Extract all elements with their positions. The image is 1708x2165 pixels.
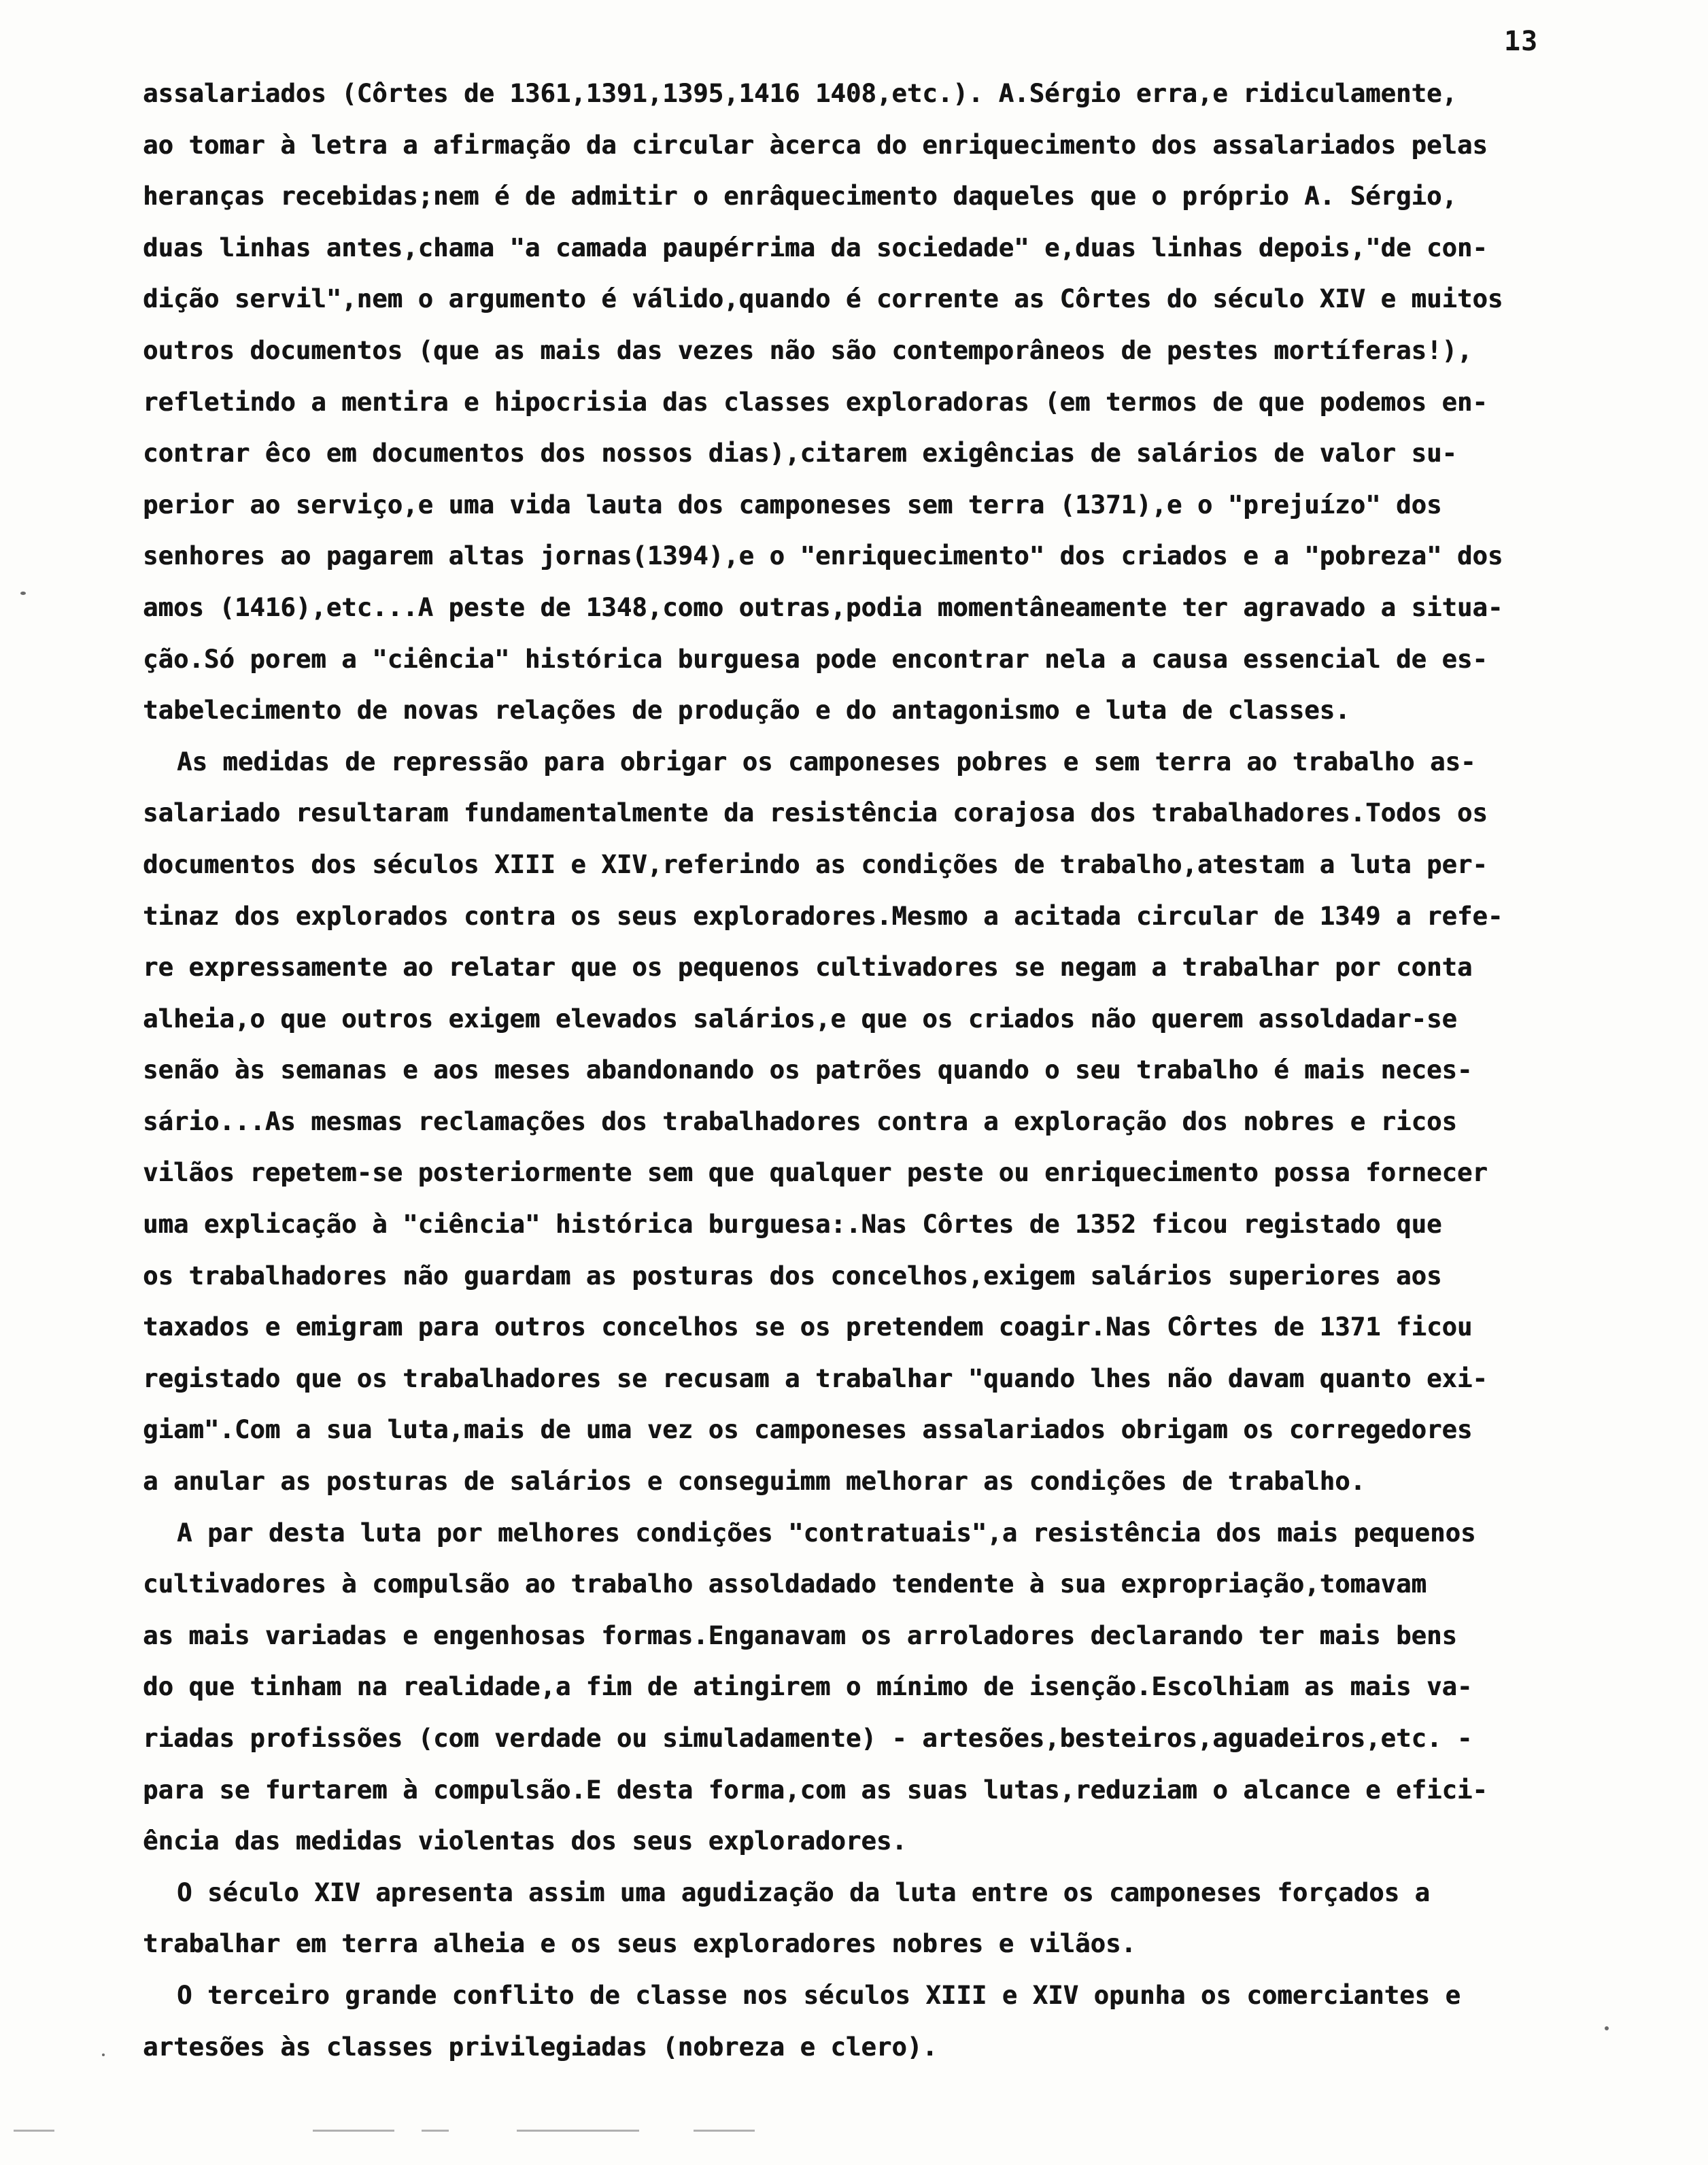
text-line: uma explicação à "ciência" histórica burguesa:.Nas Côrtes de 1352 ficou registado que [143,1210,1442,1240]
text-line: refletindo a mentira e hipocrisia das classes exploradoras (em termos de que podemos en- [143,387,1488,417]
text-line: duas linhas antes,chama "a camada paupérrima da sociedade" e,duas linhas depois,"de con- [143,233,1488,262]
text-line: para se furtarem à compulsão.E desta forma,com as suas lutas,reduziam o alcance e efici- [143,1775,1488,1805]
scan-speck [1605,2026,1609,2030]
paragraph-start-line: O século XIV apresenta assim uma agudização da luta entre os camponeses forçados a [177,1877,1431,1907]
text-line: senão às semanas e aos meses abandonando os patrões quando o seu trabalho é mais neces- [143,1055,1473,1085]
text-line: riadas profissões (com verdade ou simuladamente) - artesões,besteiros,aguadeiros,etc. - [143,1724,1473,1753]
paragraph-start-line: A par desta luta por melhores condições "contratuais",a resistência dos mais pequenos [177,1518,1476,1548]
text-line: do que tinham na realidade,a fim de atingirem o mínimo de isenção.Escolhiam as mais va- [143,1672,1473,1702]
scan-bottom-edge [0,2121,1708,2142]
text-line: tabelecimento de novas relações de produção e do antagonismo e luta de classes. [143,696,1350,726]
text-line: heranças recebidas;nem é de admitir o enrâquecimento daqueles que o próprio A. Sérgio, [143,182,1457,211]
text-line: ao tomar à letra a afirmação da circular àcerca do enriquecimento dos assalariados pelas [143,130,1488,160]
text-line: assalariados (Côrtes de 1361,1391,1395,1416 1408,etc.). A.Sérgio erra,e ridiculamente, [143,79,1457,108]
text-line: os trabalhadores não guardam as posturas dos concelhos,exigem salários superiores aos [143,1261,1442,1291]
text-line: artesões às classes privilegiadas (nobreza e clero). [143,2032,938,2062]
text-line: amos (1416),etc...A peste de 1348,como outras,podia momentâneamente ter agravado a situa- [143,592,1503,622]
paragraph-start-line: As medidas de repressão para obrigar os camponeses pobres e sem terra ao trabalho as- [177,747,1476,777]
text-line: re expressamente ao relatar que os pequenos cultivadores se negam a trabalhar por conta [143,953,1473,983]
document-body [143,68,1639,2073]
text-line: outros documentos (que as mais das vezes não são contemporâneos de pestes mortíferas!), [143,335,1473,365]
text-line: taxados e emigram para outros concelhos se os pretendem coagir.Nas Côrtes de 1371 ficou [143,1312,1473,1342]
text-line: salariado resultaram fundamentalmente da resistência corajosa dos trabalhadores.Todos os [143,798,1488,828]
text-line: contrar êco em documentos dos nossos dias),citarem exigências de salários de valor su- [143,439,1457,468]
text-line: tinaz dos explorados contra os seus exploradores.Mesmo a acitada circular de 1349 a refe- [143,901,1503,931]
text-line: as mais variadas e engenhosas formas.Enganavam os arroladores declarando ter mais bens [143,1620,1457,1650]
text-line: trabalhar em terra alheia e os seus exploradores nobres e vilãos. [143,1929,1136,1959]
text-line: senhores ao pagarem altas jornas(1394),e o "enriquecimento" dos criados e a "pobreza" dos [143,541,1503,571]
text-line: alheia,o que outros exigem elevados salários,e que os criados não querem assoldadar-se [143,1004,1457,1034]
scan-speck [20,592,26,595]
text-line: cultivadores à compulsão ao trabalho assoldadado tendente à sua expropriação,tomavam [143,1569,1427,1599]
text-line: giam".Com a sua luta,mais de uma vez os camponeses assalariados obrigam os corregedores [143,1415,1473,1445]
page-number: 13 [1504,26,1539,57]
scan-speck [102,2053,105,2056]
text-line: perior ao serviço,e uma vida lauta dos camponeses sem terra (1371),e o "prejuízo" dos [143,490,1442,519]
text-line: vilãos repetem-se posteriormente sem que qualquer peste ou enriquecimento possa fornecer [143,1158,1488,1188]
text-line: ção.Só porem a "ciência" histórica burguesa pode encontrar nela a causa essencial de es- [143,644,1488,674]
text-line: a anular as posturas de salários e conseguimm melhorar as condições de trabalho. [143,1467,1366,1497]
text-line: sário...As mesmas reclamações dos trabalhadores contra a exploração dos nobres e ricos [143,1106,1457,1136]
text-line: documentos dos séculos XIII e XIV,referindo as condições de trabalho,atestam a luta per- [143,849,1488,879]
text-line: dição servil",nem o argumento é válido,quando é corrente as Côrtes do século XIV e muitos [143,284,1503,314]
text-line: ência das medidas violentas dos seus exploradores. [143,1826,907,1856]
paragraph-start-line: O terceiro grande conflito de classe nos séculos XIII e XIV opunha os comerciantes e [177,1980,1461,2010]
text-line: registado que os trabalhadores se recusam a trabalhar "quando lhes não davam quanto exi- [143,1363,1488,1393]
